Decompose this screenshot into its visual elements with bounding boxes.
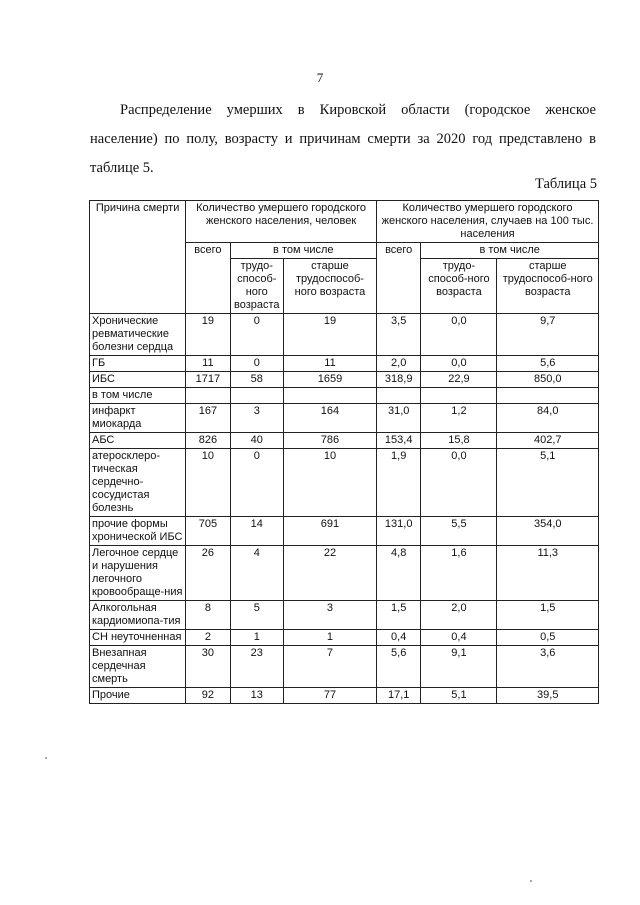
header-count-group: Количество умершего городского женского населения, человек: [186, 201, 377, 243]
table-row: [90, 404, 599, 433]
table-row: [90, 601, 599, 630]
table-row: [90, 646, 599, 688]
table-caption: Таблица 5: [534, 176, 597, 192]
table-body: [90, 314, 599, 704]
header-rate-group: Количество умершего городского женского населения, случаев на 100 тыс. населения: [376, 201, 598, 243]
table-row: [90, 449, 599, 517]
value-cell: 2,0: [421, 601, 497, 630]
value-cell: 402,7: [497, 433, 599, 449]
cause-cell: ИБС: [90, 372, 186, 388]
value-cell: 19: [283, 314, 376, 356]
value-cell: 31,0: [376, 404, 420, 433]
value-cell: 77: [283, 688, 376, 704]
value-cell: 11: [283, 356, 376, 372]
value-cell: 1,2: [421, 404, 497, 433]
header-count-older: старше трудоспособ-ного возраста: [283, 259, 376, 314]
value-cell: 4: [230, 546, 283, 601]
header-count-total: всего: [186, 243, 230, 314]
value-cell: 3: [230, 404, 283, 433]
cause-cell: Прочие: [90, 688, 186, 704]
cause-cell: АБС: [90, 433, 186, 449]
value-cell: 1717: [186, 372, 230, 388]
value-cell: 0,4: [376, 630, 420, 646]
value-cell: 153,4: [376, 433, 420, 449]
value-cell: 0,4: [421, 630, 497, 646]
value-cell: 5,6: [376, 646, 420, 688]
value-cell: 0,0: [421, 314, 497, 356]
value-cell: 1,9: [376, 449, 420, 517]
table-row: [90, 388, 599, 404]
value-cell: [230, 388, 283, 404]
value-cell: 92: [186, 688, 230, 704]
value-cell: [283, 388, 376, 404]
value-cell: 705: [186, 517, 230, 546]
table-row: [90, 517, 599, 546]
value-cell: 10: [186, 449, 230, 517]
cause-cell: прочие формы хронической ИБС: [90, 517, 186, 546]
value-cell: 5: [230, 601, 283, 630]
value-cell: 1659: [283, 372, 376, 388]
value-cell: 22,9: [421, 372, 497, 388]
cause-cell: Алкогольная кардиомиопа-тия: [90, 601, 186, 630]
cause-cell: ГБ: [90, 356, 186, 372]
value-cell: 14: [230, 517, 283, 546]
header-rate-including: в том числе: [421, 243, 599, 259]
value-cell: 17,1: [376, 688, 420, 704]
value-cell: 10: [283, 449, 376, 517]
value-cell: 354,0: [497, 517, 599, 546]
value-cell: 5,1: [497, 449, 599, 517]
value-cell: 58: [230, 372, 283, 388]
intro-paragraph: [90, 96, 596, 183]
cause-cell: атеросклеро-тическая сердечно-сосудистая болезнь: [90, 449, 186, 517]
value-cell: 11,3: [497, 546, 599, 601]
value-cell: 0,5: [497, 630, 599, 646]
value-cell: 4,8: [376, 546, 420, 601]
cause-cell: инфаркт миокарда: [90, 404, 186, 433]
value-cell: 131,0: [376, 517, 420, 546]
header-count-working-age: трудо-способ-ного возраста: [230, 259, 283, 314]
mortality-table: [89, 200, 599, 704]
header-count-including: в том числе: [230, 243, 376, 259]
value-cell: [376, 388, 420, 404]
cause-cell: Внезапная сердечная смерть: [90, 646, 186, 688]
value-cell: 2: [186, 630, 230, 646]
cause-cell: Хронические ревматические болезни сердца: [90, 314, 186, 356]
value-cell: 1,5: [497, 601, 599, 630]
value-cell: 1,6: [421, 546, 497, 601]
value-cell: 3,6: [497, 646, 599, 688]
value-cell: 1: [283, 630, 376, 646]
scan-speck: [530, 880, 532, 882]
value-cell: 39,5: [497, 688, 599, 704]
intro-text: Распределение умерших в Кировской области (городское женское население) по полу, возрасту и причинам смерти за 2020 год представлено в таблице 5.: [90, 102, 596, 176]
value-cell: 318,9: [376, 372, 420, 388]
table-row: [90, 433, 599, 449]
value-cell: 5,6: [497, 356, 599, 372]
value-cell: 2,0: [376, 356, 420, 372]
value-cell: 11: [186, 356, 230, 372]
value-cell: 13: [230, 688, 283, 704]
cause-cell: СН неуточненная: [90, 630, 186, 646]
value-cell: 7: [283, 646, 376, 688]
value-cell: [186, 388, 230, 404]
table-row: [90, 630, 599, 646]
value-cell: 30: [186, 646, 230, 688]
value-cell: 1: [230, 630, 283, 646]
header-rate-total: всего: [376, 243, 420, 314]
value-cell: 19: [186, 314, 230, 356]
value-cell: 164: [283, 404, 376, 433]
value-cell: 8: [186, 601, 230, 630]
value-cell: 3: [283, 601, 376, 630]
value-cell: 691: [283, 517, 376, 546]
value-cell: 9,1: [421, 646, 497, 688]
table-row: [90, 546, 599, 601]
value-cell: 0: [230, 356, 283, 372]
cause-cell: Легочное сердце и нарушения легочного кровообраще-ния: [90, 546, 186, 601]
value-cell: [497, 388, 599, 404]
value-cell: 84,0: [497, 404, 599, 433]
value-cell: 15,8: [421, 433, 497, 449]
value-cell: 26: [186, 546, 230, 601]
table-row: [90, 356, 599, 372]
value-cell: 786: [283, 433, 376, 449]
table-row: [90, 314, 599, 356]
table-row: [90, 372, 599, 388]
scan-speck: [45, 757, 47, 759]
value-cell: 40: [230, 433, 283, 449]
value-cell: [421, 388, 497, 404]
header-cause: Причина смерти: [90, 201, 186, 314]
value-cell: 167: [186, 404, 230, 433]
page-number: 7: [316, 70, 324, 85]
value-cell: 23: [230, 646, 283, 688]
header-rate-working-age: трудо-способ-ного возраста: [421, 259, 497, 314]
subheading-cell: в том числе: [90, 388, 186, 404]
value-cell: 5,1: [421, 688, 497, 704]
value-cell: 1,5: [376, 601, 420, 630]
header-rate-older: старше трудоспособ-ного возраста: [497, 259, 599, 314]
value-cell: 826: [186, 433, 230, 449]
table-row: [90, 688, 599, 704]
value-cell: 9,7: [497, 314, 599, 356]
value-cell: 850,0: [497, 372, 599, 388]
value-cell: 0,0: [421, 356, 497, 372]
value-cell: 0: [230, 314, 283, 356]
value-cell: 3,5: [376, 314, 420, 356]
value-cell: 5,5: [421, 517, 497, 546]
value-cell: 0,0: [421, 449, 497, 517]
value-cell: 22: [283, 546, 376, 601]
value-cell: 0: [230, 449, 283, 517]
